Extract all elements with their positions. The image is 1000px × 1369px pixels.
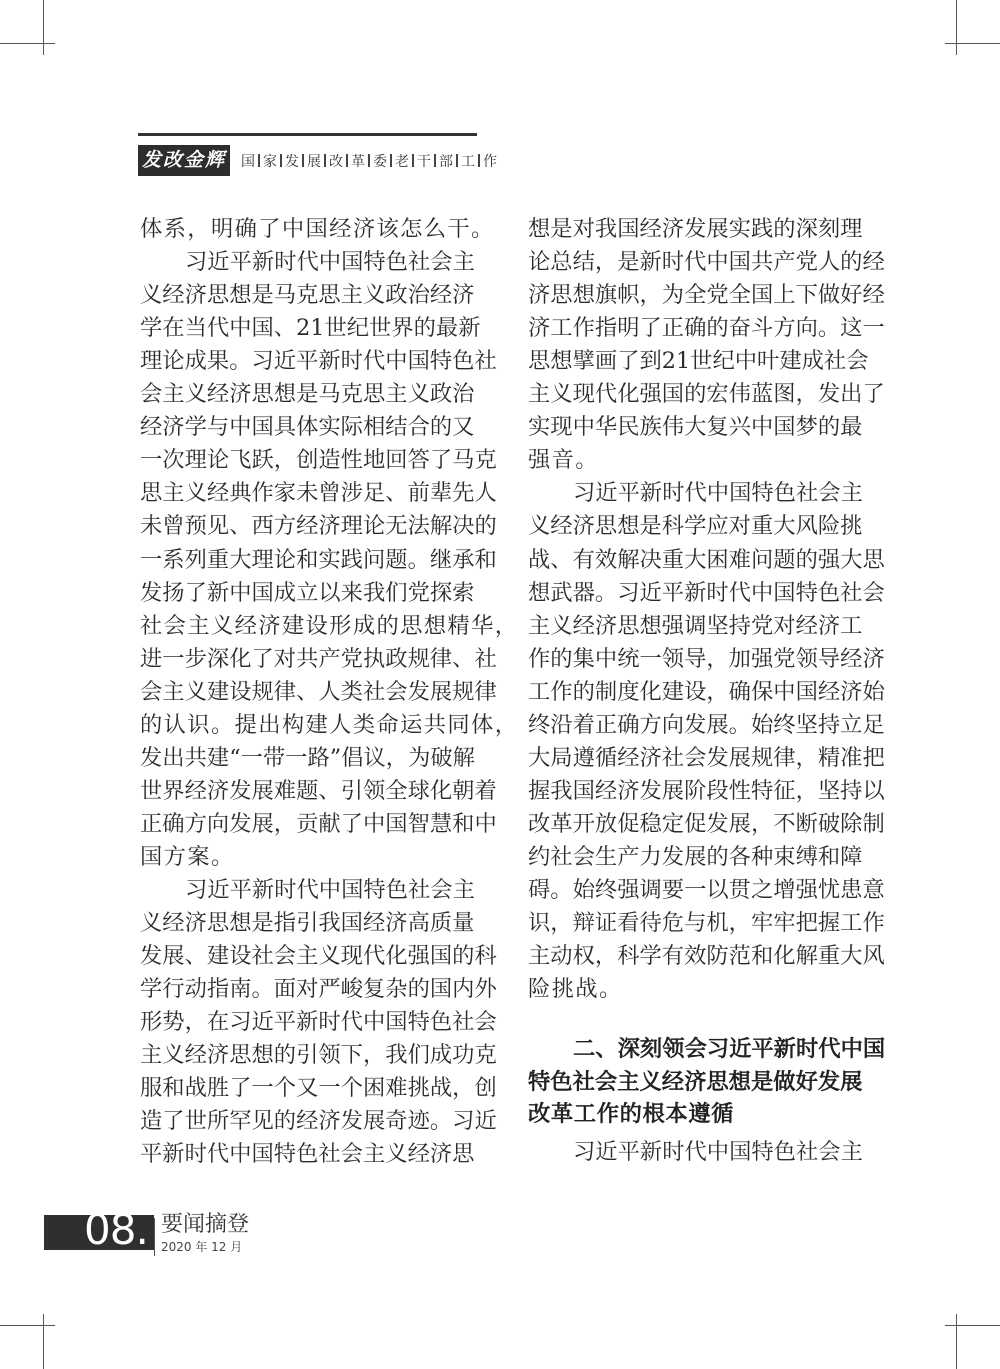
paragraph-line: 想是对我国经济发展实践的深刻理 <box>528 216 863 242</box>
paragraph-line: 社会主义经济建设形成的思想精华， <box>140 612 519 639</box>
paragraph-line: 主义经济思想强调坚持党对经济工 <box>528 612 863 639</box>
paragraph-line: 工作的制度化建设，确保中国经济始 <box>528 678 885 705</box>
paragraph-line: 一次理论飞跃，创造性地回答了马克 <box>140 447 497 474</box>
paragraph-line: 会主义经济思想是马克思主义政治 <box>140 381 475 408</box>
paragraph-line: 战、有效解决重大困难问题的强大思 <box>528 546 885 573</box>
paragraph-line: 未曾预见、西方经济理论无法解决的 <box>140 513 497 540</box>
masthead-org-char: 干 <box>417 153 431 170</box>
paragraph-line: 会主义建设规律、人类社会发展规律 <box>140 678 497 705</box>
paragraph-line: 终沿着正确方向发展。始终坚持立足 <box>528 711 885 738</box>
section-heading-line: 二、深刻领会习近平新时代中国 <box>573 1036 886 1062</box>
masthead-org-char: 家 <box>263 153 277 170</box>
paragraph-line: 国方案。 <box>140 843 235 870</box>
paragraph-line: 经济学与中国具体实际相结合的又 <box>140 414 475 441</box>
masthead-org-char: 老 <box>395 153 409 170</box>
masthead-org-char: 国 <box>241 153 255 170</box>
paragraph-line: 主义经济思想的引领下，我们成功克 <box>140 1042 497 1069</box>
paragraph-line: 发出共建“一带一路”倡议，为破解 <box>140 744 475 771</box>
paragraph-line: 世界经济发展难题、引领全球化朝着 <box>140 777 497 804</box>
paragraph-line: 主义现代化强国的宏伟蓝图，发出了 <box>528 381 885 408</box>
paragraph-line: 改革开放促稳定促发展，不断破除制 <box>528 810 885 837</box>
issue-date: 2020 年 12 月 <box>161 1240 243 1254</box>
masthead-org-char: 委 <box>373 153 387 170</box>
masthead-org-char: 工 <box>461 153 475 170</box>
paragraph-line: 正确方向发展，贡献了中国智慧和中 <box>140 810 497 837</box>
masthead-rule <box>138 133 477 136</box>
paragraph-line: 形势，在习近平新时代中国特色社会 <box>140 1009 497 1036</box>
paragraph-line: 习近平新时代中国特色社会主 <box>573 1139 863 1165</box>
paragraph-line: 发扬了新中国成立以来我们党探索 <box>140 579 475 606</box>
paragraph-line: 碍。始终强调要一以贯之增强忧患意 <box>528 877 885 903</box>
page-number: 08. <box>84 1205 148 1254</box>
folio-divider <box>154 1218 155 1256</box>
paragraph-line: 义经济思想是科学应对重大风险挑 <box>528 513 863 540</box>
paragraph-line: 体系，明确了中国经济该怎么干。 <box>140 216 495 242</box>
paragraph-line: 论总结，是新时代中国共产党人的经 <box>528 249 885 276</box>
section-title: 要闻摘登 <box>161 1212 250 1237</box>
paragraph-line: 服和战胜了一个又一个困难挑战，创 <box>140 1075 497 1102</box>
masthead-org-char: 展 <box>307 153 321 170</box>
paragraph-line: 济工作指明了正确的奋斗方向。这一 <box>528 315 885 342</box>
paragraph-line: 义经济思想是马克思主义政治经济 <box>140 282 475 309</box>
masthead-org-char: 改 <box>329 153 343 170</box>
paragraph-line: 进一步深化了对共产党执政规律、社 <box>140 645 497 672</box>
section-heading-line: 改革工作的根本遵循 <box>528 1101 735 1127</box>
paragraph-line: 强音。 <box>528 447 599 474</box>
paragraph-line: 平新时代中国特色社会主义经济思 <box>140 1141 475 1168</box>
paragraph-line: 约社会生产力发展的各种束缚和障 <box>528 843 863 870</box>
masthead-org <box>238 145 500 176</box>
masthead-org-char: 作 <box>483 153 497 170</box>
masthead-logo: 发改金辉 <box>138 145 230 176</box>
section-heading-line: 特色社会主义经济思想是做好发展 <box>528 1068 863 1095</box>
paragraph-line: 济思想旗帜，为全党全国上下做好经 <box>528 282 885 309</box>
masthead-org-char: 部 <box>439 153 453 170</box>
paragraph-line: 习近平新时代中国特色社会主 <box>185 877 475 903</box>
paragraph-line: 思主义经典作家未曾涉足、前辈先人 <box>140 480 497 507</box>
paragraph-line: 思想擘画了到21世纪中叶建成社会 <box>528 348 869 375</box>
paragraph-line: 主动权，科学有效防范和化解重大风 <box>528 943 885 970</box>
paragraph-line: 的认识。提出构建人类命运共同体， <box>140 711 519 738</box>
paragraph-line: 习近平新时代中国特色社会主 <box>185 249 475 276</box>
masthead-org-char: 发 <box>285 153 299 170</box>
paragraph-line: 义经济思想是指引我国经济高质量 <box>140 910 475 937</box>
paragraph-line: 险挑战。 <box>528 976 623 1003</box>
paragraph-line: 理论成果。习近平新时代中国特色社 <box>140 348 497 375</box>
paragraph-line: 习近平新时代中国特色社会主 <box>573 480 863 507</box>
paragraph-line: 握我国经济发展阶段性特征，坚持以 <box>528 777 885 804</box>
paragraph-line: 发展、建设社会主义现代化强国的科 <box>140 943 497 970</box>
paragraph-line: 一系列重大理论和实践问题。继承和 <box>140 546 497 573</box>
paragraph-line: 学行动指南。面对严峻复杂的国内外 <box>140 976 497 1003</box>
paragraph-line: 造了世所罕见的经济发展奇迹。习近 <box>140 1108 497 1135</box>
paragraph-line: 大局遵循经济社会发展规律，精准把 <box>528 744 885 771</box>
masthead-org-char: 革 <box>351 153 365 170</box>
paragraph-line: 实现中华民族伟大复兴中国梦的最 <box>528 414 863 441</box>
paragraph-line: 学在当代中国、21世纪世界的最新 <box>140 315 481 342</box>
paragraph-line: 想武器。习近平新时代中国特色社会 <box>528 579 885 606</box>
paragraph-line: 作的集中统一领导，加强党领导经济 <box>528 645 885 672</box>
paragraph-line: 识，辩证看待危与机，牢牢把握工作 <box>528 910 885 937</box>
